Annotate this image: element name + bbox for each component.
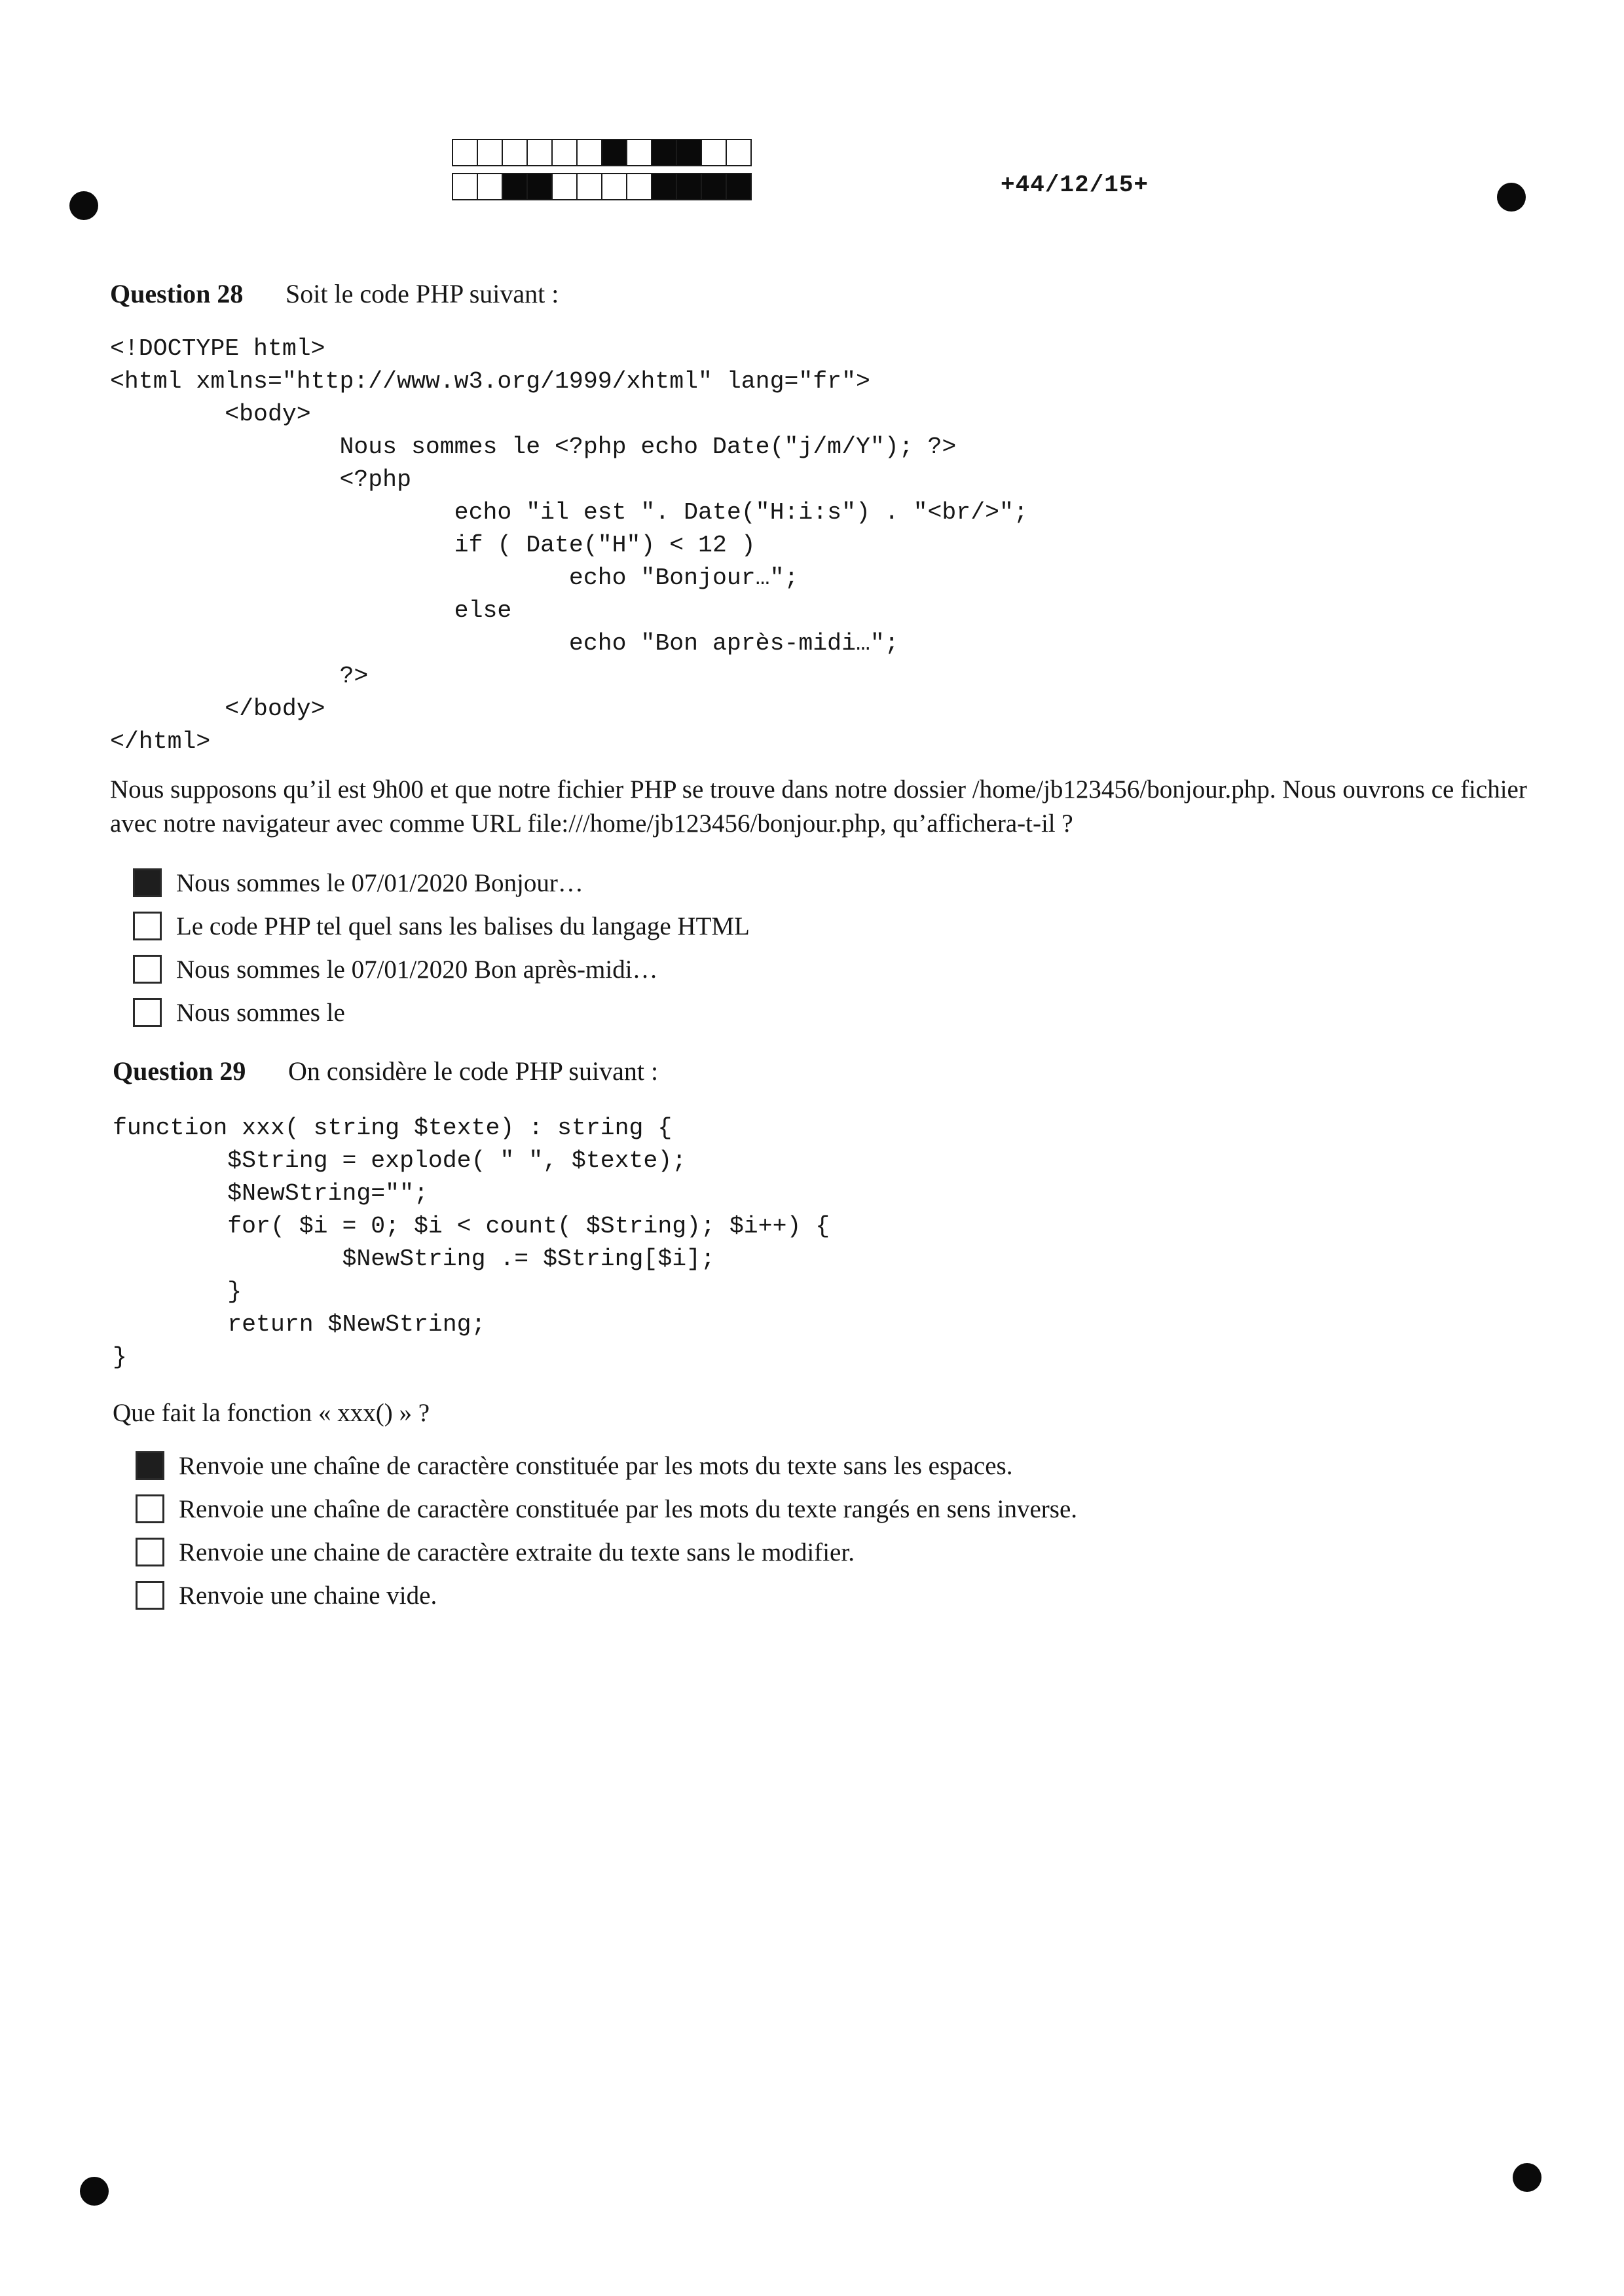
- barcode-cell: [626, 139, 652, 166]
- code-line: $NewString="";: [113, 1180, 428, 1207]
- question-29-text: Que fait la fonction « xxx() » ?: [113, 1399, 430, 1427]
- barcode-cell: [551, 139, 578, 166]
- checked-checkbox[interactable]: [136, 1451, 164, 1480]
- barcode-cell: [726, 173, 752, 200]
- code-line: <html xmlns="http://www.w3.org/1999/xhtml" lang="fr">: [110, 368, 870, 395]
- question-28-prompt: Soit le code PHP suivant :: [286, 279, 559, 308]
- code-line: $NewString .= $String[$i];: [113, 1246, 715, 1272]
- question-29-answers: [136, 1444, 1077, 1617]
- barcode-cell: [726, 139, 752, 166]
- answer-label: Nous sommes le 07/01/2020 Bonjour…: [176, 868, 583, 897]
- code-line: $String = explode( " ", $texte);: [113, 1147, 687, 1174]
- code-line: echo "Bon après-midi…";: [110, 630, 899, 657]
- code-line: </html>: [110, 728, 211, 755]
- question-29-prompt: On considère le code PHP suivant :: [288, 1056, 659, 1086]
- corner-mark-top-left: [69, 191, 98, 220]
- code-line: for( $i = 0; $i < count( $String); $i++) {: [113, 1213, 830, 1240]
- code-line: }: [113, 1278, 242, 1305]
- empty-checkbox[interactable]: [133, 955, 162, 984]
- question-28-text: Nous supposons qu’il est 9h00 et que notre fichier PHP se trouve dans notre dossier /home/jb123456/bonjour.php. Nous ouvrons ce fichier avec notre navigateur avec comme URL file:///home/jb123456/bonjour.php, qu’affichera-t-il ?: [110, 775, 1527, 838]
- empty-checkbox[interactable]: [136, 1581, 164, 1610]
- code-line: echo "Bonjour…";: [110, 565, 799, 591]
- barcode-cell: [477, 139, 503, 166]
- code-line: <!DOCTYPE html>: [110, 335, 325, 362]
- question-29-header: [113, 1056, 658, 1086]
- barcode-row-top: [452, 139, 750, 166]
- empty-checkbox[interactable]: [133, 998, 162, 1027]
- question-28-header: [110, 278, 559, 309]
- code-line: <body>: [110, 401, 311, 428]
- answer-option[interactable]: [133, 904, 750, 948]
- code-line: ?>: [110, 663, 369, 690]
- answer-label: Renvoie une chaine de caractère extraite du texte sans le modifier.: [179, 1538, 855, 1566]
- answer-option[interactable]: [133, 861, 750, 904]
- empty-checkbox[interactable]: [136, 1494, 164, 1523]
- barcode-cell: [551, 173, 578, 200]
- barcode-cell: [601, 173, 627, 200]
- code-line: else: [110, 597, 512, 624]
- code-line: <?php: [110, 466, 411, 493]
- answer-label: Renvoie une chaîne de caractère constituée par les mots du texte sans les espaces.: [179, 1451, 1013, 1480]
- question-29-number: Question 29: [113, 1056, 246, 1086]
- answer-label: Nous sommes le 07/01/2020 Bon après-midi…: [176, 955, 658, 984]
- barcode-cell: [676, 173, 702, 200]
- code-line: </body>: [110, 695, 325, 722]
- question-29-code-block: [113, 1112, 830, 1374]
- barcode-cell: [651, 173, 677, 200]
- barcode-cell: [477, 173, 503, 200]
- code-line: if ( Date("H") < 12 ): [110, 532, 756, 559]
- answer-option[interactable]: [136, 1444, 1077, 1487]
- code-line: }: [113, 1344, 127, 1371]
- answer-label: Renvoie une chaîne de caractère constituée par les mots du texte rangés en sens inverse.: [179, 1494, 1078, 1523]
- answer-option[interactable]: [133, 991, 750, 1034]
- barcode-row-bottom: [452, 173, 750, 200]
- code-line: function xxx( string $texte) : string {: [113, 1115, 673, 1141]
- barcode-cell: [526, 173, 553, 200]
- barcode-cell: [601, 139, 627, 166]
- code-line: echo "il est ". Date("H:i:s") . "<br/>";: [110, 499, 1028, 526]
- question-28-code-block: [110, 333, 1028, 758]
- answer-option[interactable]: [133, 948, 750, 991]
- barcode-cell: [502, 139, 528, 166]
- corner-mark-top-right: [1497, 183, 1526, 212]
- answer-option[interactable]: [136, 1574, 1077, 1617]
- answer-option[interactable]: [136, 1530, 1077, 1574]
- page-identifier: +44/12/15+: [1001, 172, 1149, 198]
- code-line: Nous sommes le <?php echo Date("j/m/Y"); ?>: [110, 434, 957, 460]
- question-28-number: Question 28: [110, 279, 244, 308]
- barcode-cell: [676, 139, 702, 166]
- barcode-cell: [576, 139, 602, 166]
- barcode-cell: [526, 139, 553, 166]
- checked-checkbox[interactable]: [133, 868, 162, 897]
- barcode-cell: [701, 139, 727, 166]
- barcode-cell: [701, 173, 727, 200]
- empty-checkbox[interactable]: [133, 912, 162, 940]
- answer-label: Le code PHP tel quel sans les balises du langage HTML: [176, 912, 750, 940]
- barcode-cell: [576, 173, 602, 200]
- corner-mark-bottom-left: [80, 2177, 109, 2206]
- answer-option[interactable]: [136, 1487, 1077, 1530]
- question-28-answers: [133, 861, 750, 1034]
- answer-label: Nous sommes le: [176, 998, 345, 1027]
- barcode-cell: [452, 139, 478, 166]
- empty-checkbox[interactable]: [136, 1538, 164, 1566]
- corner-mark-bottom-right: [1513, 2163, 1541, 2192]
- answer-label: Renvoie une chaine vide.: [179, 1581, 437, 1610]
- barcode-cell: [626, 173, 652, 200]
- code-line: return $NewString;: [113, 1311, 486, 1338]
- barcode-cell: [452, 173, 478, 200]
- barcode-cell: [502, 173, 528, 200]
- barcode-cell: [651, 139, 677, 166]
